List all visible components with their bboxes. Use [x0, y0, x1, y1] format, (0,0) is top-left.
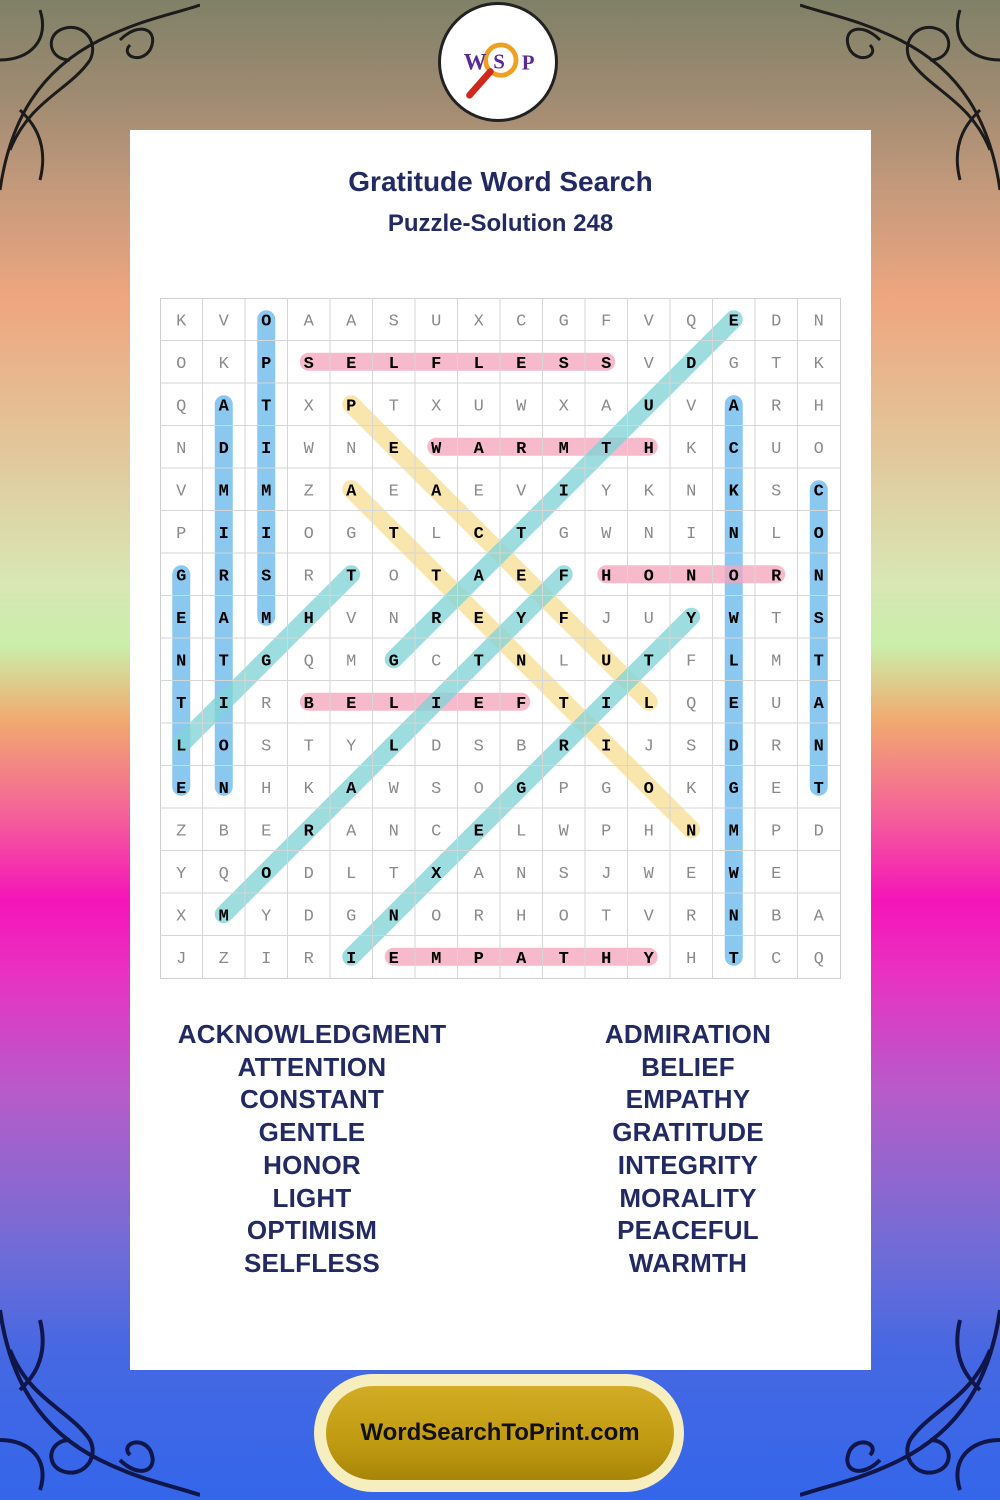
word-list-item: OPTIMISM: [246, 1215, 378, 1246]
grid-letter: A: [601, 397, 612, 417]
grid-letter: K: [686, 779, 697, 799]
grid-letter: R: [303, 567, 314, 587]
grid-letter: T: [728, 949, 739, 969]
grid-letter: N: [388, 907, 399, 927]
grid-letter: J: [176, 949, 187, 969]
grid-letter: Y: [346, 737, 357, 757]
grid-letter: V: [346, 609, 357, 629]
grid-letter: A: [473, 567, 484, 587]
grid-letter: S: [558, 354, 569, 374]
page-subtitle: Puzzle-Solution 248: [387, 210, 614, 237]
grid-letter: P: [558, 779, 569, 799]
grid-letter: P: [771, 822, 782, 842]
word-list-item: CONSTANT: [239, 1084, 385, 1115]
grid-letter: X: [558, 397, 569, 417]
grid-letter: V: [218, 312, 229, 332]
grid-letter: K: [218, 354, 229, 374]
grid-letter: Q: [686, 694, 697, 714]
grid-letter: E: [771, 864, 782, 884]
grid-letter: Z: [176, 822, 187, 842]
grid-letter: E: [473, 822, 484, 842]
grid-letter: L: [388, 694, 399, 714]
grid-letter: N: [346, 439, 357, 459]
grid-letter: A: [303, 312, 314, 332]
grid-letter: R: [686, 907, 697, 927]
grid-letter: S: [261, 737, 272, 757]
grid-letter: X: [176, 907, 187, 927]
grid-letter: O: [643, 779, 654, 799]
grid-letter: M: [261, 609, 272, 629]
grid-letter: I: [218, 694, 229, 714]
grid-letter: E: [388, 439, 399, 459]
grid-letter: E: [473, 609, 484, 629]
grid-letter: G: [728, 779, 739, 799]
grid-letter: L: [431, 524, 442, 544]
grid-letter: D: [218, 439, 229, 459]
grid-letter: V: [643, 312, 654, 332]
grid-letter: N: [176, 652, 187, 672]
grid-letter: G: [601, 779, 612, 799]
grid-letter: C: [516, 312, 527, 332]
word-list-item: ADMIRATION: [604, 1019, 772, 1049]
grid-letter: N: [516, 652, 527, 672]
grid-letter: K: [176, 312, 187, 332]
grid-letter: R: [516, 439, 527, 459]
grid-letter: I: [601, 737, 612, 757]
grid-letter: H: [813, 397, 824, 417]
grid-letter: T: [176, 694, 187, 714]
grid-letter: I: [261, 439, 272, 459]
grid-letter: X: [431, 864, 442, 884]
grid-letter: T: [601, 907, 612, 927]
grid-letter: R: [473, 907, 484, 927]
grid-letter: C: [431, 822, 442, 842]
grid-letter: W: [601, 524, 612, 544]
grid-letter: E: [388, 482, 399, 502]
grid-letter: G: [728, 354, 739, 374]
grid-letter: U: [771, 439, 782, 459]
grid-letter: S: [473, 737, 484, 757]
grid-letter: A: [218, 397, 229, 417]
grid-letter: N: [643, 524, 654, 544]
grid-letter: S: [431, 779, 442, 799]
grid-letter: O: [261, 312, 272, 332]
grid-letter: C: [771, 949, 782, 969]
grid-letter: U: [601, 652, 612, 672]
grid-letter: G: [176, 567, 187, 587]
grid-letter: A: [218, 609, 229, 629]
grid-letter: O: [431, 907, 442, 927]
grid-letter: B: [771, 907, 782, 927]
grid-letter: X: [473, 312, 484, 332]
grid-letter: J: [643, 737, 654, 757]
grid-letter: E: [473, 482, 484, 502]
grid-letter: A: [346, 822, 357, 842]
grid-letter: M: [218, 482, 229, 502]
grid-letter: H: [601, 949, 612, 969]
grid-letter: K: [643, 482, 654, 502]
grid-letter: Z: [303, 482, 314, 502]
word-list-item: HONOR: [263, 1149, 361, 1180]
grid-letter: N: [686, 482, 697, 502]
grid-letter: T: [303, 737, 314, 757]
grid-letter: F: [686, 652, 697, 672]
grid-letter: W: [388, 779, 399, 799]
grid-letter: N: [218, 779, 229, 799]
grid-letter: H: [643, 439, 654, 459]
grid-letter: T: [388, 864, 399, 884]
logo-letter-w: W: [463, 49, 487, 75]
grid-letter: R: [771, 737, 782, 757]
grid-letter: P: [176, 524, 187, 544]
logo-letter-p: P: [521, 50, 535, 75]
grid-letter: T: [388, 524, 399, 544]
grid-letter: E: [728, 694, 739, 714]
grid-letter: S: [601, 354, 612, 374]
grid-letter: Q: [218, 864, 229, 884]
word-list-item: ATTENTION: [237, 1051, 387, 1082]
grid-letter: L: [643, 694, 654, 714]
grid-letter: E: [516, 567, 527, 587]
grid-letter: R: [431, 609, 442, 629]
grid-letter: N: [728, 907, 739, 927]
grid-letter: O: [558, 907, 569, 927]
grid-letter: F: [431, 354, 442, 374]
grid-letter: N: [176, 439, 187, 459]
grid-letter: U: [771, 694, 782, 714]
word-list-item: EMPATHY: [625, 1084, 751, 1115]
grid-letter: R: [218, 567, 229, 587]
word-list-item: LIGHT: [272, 1182, 352, 1213]
grid-letter: T: [771, 609, 782, 629]
grid-letter: Q: [176, 397, 187, 417]
grid-letter: G: [558, 524, 569, 544]
grid-letter: J: [601, 864, 612, 884]
grid-letter: T: [771, 354, 782, 374]
grid-letter: W: [303, 439, 314, 459]
grid-letter: N: [388, 609, 399, 629]
grid-letter: S: [558, 864, 569, 884]
grid-letter: R: [771, 397, 782, 417]
grid-letter: A: [346, 312, 357, 332]
page-title: Gratitude Word Search: [348, 166, 653, 197]
grid-letter: K: [686, 439, 697, 459]
grid-letter: C: [728, 439, 739, 459]
word-list-item: BELIEF: [641, 1051, 735, 1082]
grid-letter: A: [473, 439, 484, 459]
grid-letter: K: [303, 779, 314, 799]
grid-letter: E: [771, 779, 782, 799]
grid-letter: Y: [261, 907, 272, 927]
grid-letter: V: [686, 397, 697, 417]
grid-letter: F: [558, 567, 569, 587]
grid-letter: L: [346, 864, 357, 884]
grid-letter: M: [558, 439, 569, 459]
grid-letter: D: [431, 737, 442, 757]
grid-letter: M: [771, 652, 782, 672]
word-list-item: PEACEFUL: [617, 1215, 759, 1246]
grid-letter: A: [516, 949, 527, 969]
grid-letter: R: [771, 567, 782, 587]
grid-letter: E: [728, 312, 739, 332]
grid-letter: W: [643, 864, 654, 884]
grid-letter: M: [728, 822, 739, 842]
grid-letter: S: [813, 609, 824, 629]
grid-letter: H: [601, 567, 612, 587]
grid-letter: D: [728, 737, 739, 757]
grid-letter: A: [728, 397, 739, 417]
grid-letter: G: [261, 652, 272, 672]
grid-letter: T: [473, 652, 484, 672]
grid-letter: U: [473, 397, 484, 417]
grid-letter: V: [176, 482, 187, 502]
word-list-item: MORALITY: [619, 1182, 757, 1213]
grid-letter: Q: [813, 949, 824, 969]
grid-letter: I: [601, 694, 612, 714]
grid-letter: N: [516, 864, 527, 884]
grid-letter: E: [261, 822, 272, 842]
grid-letter: T: [643, 652, 654, 672]
grid-letter: Z: [218, 949, 229, 969]
grid-letter: X: [303, 397, 314, 417]
grid-letter: N: [813, 312, 824, 332]
grid-letter: S: [771, 482, 782, 502]
grid-letter: C: [473, 524, 484, 544]
footer-button[interactable]: [326, 1386, 674, 1480]
grid-letter: K: [813, 354, 824, 374]
grid-letter: P: [473, 949, 484, 969]
grid-letter: I: [558, 482, 569, 502]
wsp-logo: [438, 2, 558, 122]
logo-letter-s: S: [493, 49, 505, 74]
grid-letter: M: [431, 949, 442, 969]
grid-letter: Y: [686, 609, 697, 629]
grid-letter: L: [388, 737, 399, 757]
grid-letter: L: [473, 354, 484, 374]
grid-letter: G: [388, 652, 399, 672]
grid-letter: O: [643, 567, 654, 587]
grid-letter: D: [303, 864, 314, 884]
grid-letter: A: [813, 694, 824, 714]
grid-letter: S: [686, 737, 697, 757]
grid-letter: J: [601, 609, 612, 629]
grid-letter: L: [388, 354, 399, 374]
grid-letter: E: [388, 949, 399, 969]
grid-letter: O: [303, 524, 314, 544]
grid-letter: W: [728, 864, 739, 884]
grid-letter: D: [686, 354, 697, 374]
grid-letter: U: [643, 609, 654, 629]
grid-letter: T: [813, 652, 824, 672]
grid-letter: E: [176, 609, 187, 629]
grid-letter: R: [558, 737, 569, 757]
grid-letter: C: [431, 652, 442, 672]
grid-letter: O: [218, 737, 229, 757]
grid-letter: M: [346, 652, 357, 672]
grid-letter: L: [516, 822, 527, 842]
grid-letter: O: [473, 779, 484, 799]
grid-letter: I: [686, 524, 697, 544]
grid-letter: D: [813, 822, 824, 842]
puzzle-sheet: [130, 130, 871, 1370]
footer-site-link[interactable]: WordSearchToPrint.com: [360, 1419, 640, 1446]
word-list-right: [523, 1018, 853, 1280]
grid-letter: N: [728, 524, 739, 544]
grid-letter: N: [686, 822, 697, 842]
grid-letter: W: [558, 822, 569, 842]
grid-letter: D: [771, 312, 782, 332]
grid-letter: H: [261, 779, 272, 799]
grid-letter: O: [813, 524, 824, 544]
grid-letter: I: [261, 949, 272, 969]
grid-letter: G: [516, 779, 527, 799]
grid-letter: T: [558, 694, 569, 714]
grid-letter: O: [388, 567, 399, 587]
grid-letter: V: [516, 482, 527, 502]
grid-letter: O: [176, 354, 187, 374]
grid-letter: F: [601, 312, 612, 332]
grid-letter: B: [303, 694, 314, 714]
grid-letter: Y: [601, 482, 612, 502]
grid-letter: R: [303, 822, 314, 842]
grid-letter: I: [346, 949, 357, 969]
grid-letter: X: [431, 397, 442, 417]
grid-letter: T: [558, 949, 569, 969]
grid-letter: N: [813, 737, 824, 757]
grid-letter: A: [473, 864, 484, 884]
grid-letter: G: [558, 312, 569, 332]
grid-letter: S: [388, 312, 399, 332]
grid-letter: E: [346, 354, 357, 374]
grid-letter: T: [346, 567, 357, 587]
grid-letter: O: [728, 567, 739, 587]
grid-letter: W: [516, 397, 527, 417]
grid-letter: I: [218, 524, 229, 544]
grid-letter: L: [728, 652, 739, 672]
grid-letter: Q: [686, 312, 697, 332]
word-list-item: GENTLE: [258, 1117, 366, 1148]
grid-letter: N: [686, 567, 697, 587]
grid-letter: F: [516, 694, 527, 714]
grid-letter: A: [813, 907, 824, 927]
grid-letter: E: [686, 864, 697, 884]
grid-letter: O: [261, 864, 272, 884]
grid-letter: R: [261, 694, 272, 714]
grid-letter: F: [558, 609, 569, 629]
grid-letter: W: [431, 439, 442, 459]
grid-letter: A: [346, 779, 357, 799]
grid-letter: B: [516, 737, 527, 757]
grid-letter: L: [771, 524, 782, 544]
grid-letter: T: [261, 397, 272, 417]
grid-letter: Q: [303, 652, 314, 672]
grid-letter: S: [261, 567, 272, 587]
grid-letter: V: [643, 354, 654, 374]
grid-letter: E: [516, 354, 527, 374]
grid-letter: P: [601, 822, 612, 842]
grid-letter: Y: [643, 949, 654, 969]
grid-letter: G: [346, 524, 357, 544]
word-list-item: ACKNOWLEDGMENT: [177, 1019, 447, 1049]
grid-letter: K: [728, 482, 739, 502]
grid-letter: R: [303, 949, 314, 969]
word-list-item: WARMTH: [628, 1247, 748, 1278]
grid-letter: Y: [516, 609, 527, 629]
grid-letter: N: [388, 822, 399, 842]
grid-letter: E: [473, 694, 484, 714]
grid-letter: E: [346, 694, 357, 714]
grid-letter: V: [643, 907, 654, 927]
grid-letter: D: [303, 907, 314, 927]
grid-letter: U: [643, 397, 654, 417]
grid-letter: Y: [176, 864, 187, 884]
word-list-item: SELFLESS: [244, 1247, 380, 1278]
grid-letter: G: [346, 907, 357, 927]
grid-letter: O: [813, 439, 824, 459]
grid-letter: T: [388, 397, 399, 417]
grid-letter: H: [303, 609, 314, 629]
grid-letter: H: [643, 822, 654, 842]
grid-letter: T: [601, 439, 612, 459]
grid-letter: M: [261, 482, 272, 502]
grid-letter: T: [218, 652, 229, 672]
grid-letter: I: [431, 694, 442, 714]
grid-letter: E: [176, 779, 187, 799]
grid-letter: A: [431, 482, 442, 502]
grid-letter: I: [261, 524, 272, 544]
grid-letter: T: [813, 779, 824, 799]
grid-letter: M: [218, 907, 229, 927]
word-list-left: [147, 1018, 477, 1280]
grid-letter: H: [516, 907, 527, 927]
grid-letter: U: [431, 312, 442, 332]
grid-letter: L: [176, 737, 187, 757]
grid-letter: T: [516, 524, 527, 544]
word-grid: [160, 298, 841, 979]
grid-letter: H: [686, 949, 697, 969]
grid-letter: L: [558, 652, 569, 672]
grid-letter: C: [813, 482, 824, 502]
grid-letter: P: [261, 354, 272, 374]
grid-letter: S: [303, 354, 314, 374]
grid-letter: N: [813, 567, 824, 587]
grid-letter: T: [431, 567, 442, 587]
grid-letter: W: [728, 609, 739, 629]
word-list-item: INTEGRITY: [617, 1149, 759, 1180]
grid-letter: B: [218, 822, 229, 842]
grid-letter: P: [346, 397, 357, 417]
word-list-item: GRATITUDE: [612, 1117, 764, 1148]
grid-letter: A: [346, 482, 357, 502]
